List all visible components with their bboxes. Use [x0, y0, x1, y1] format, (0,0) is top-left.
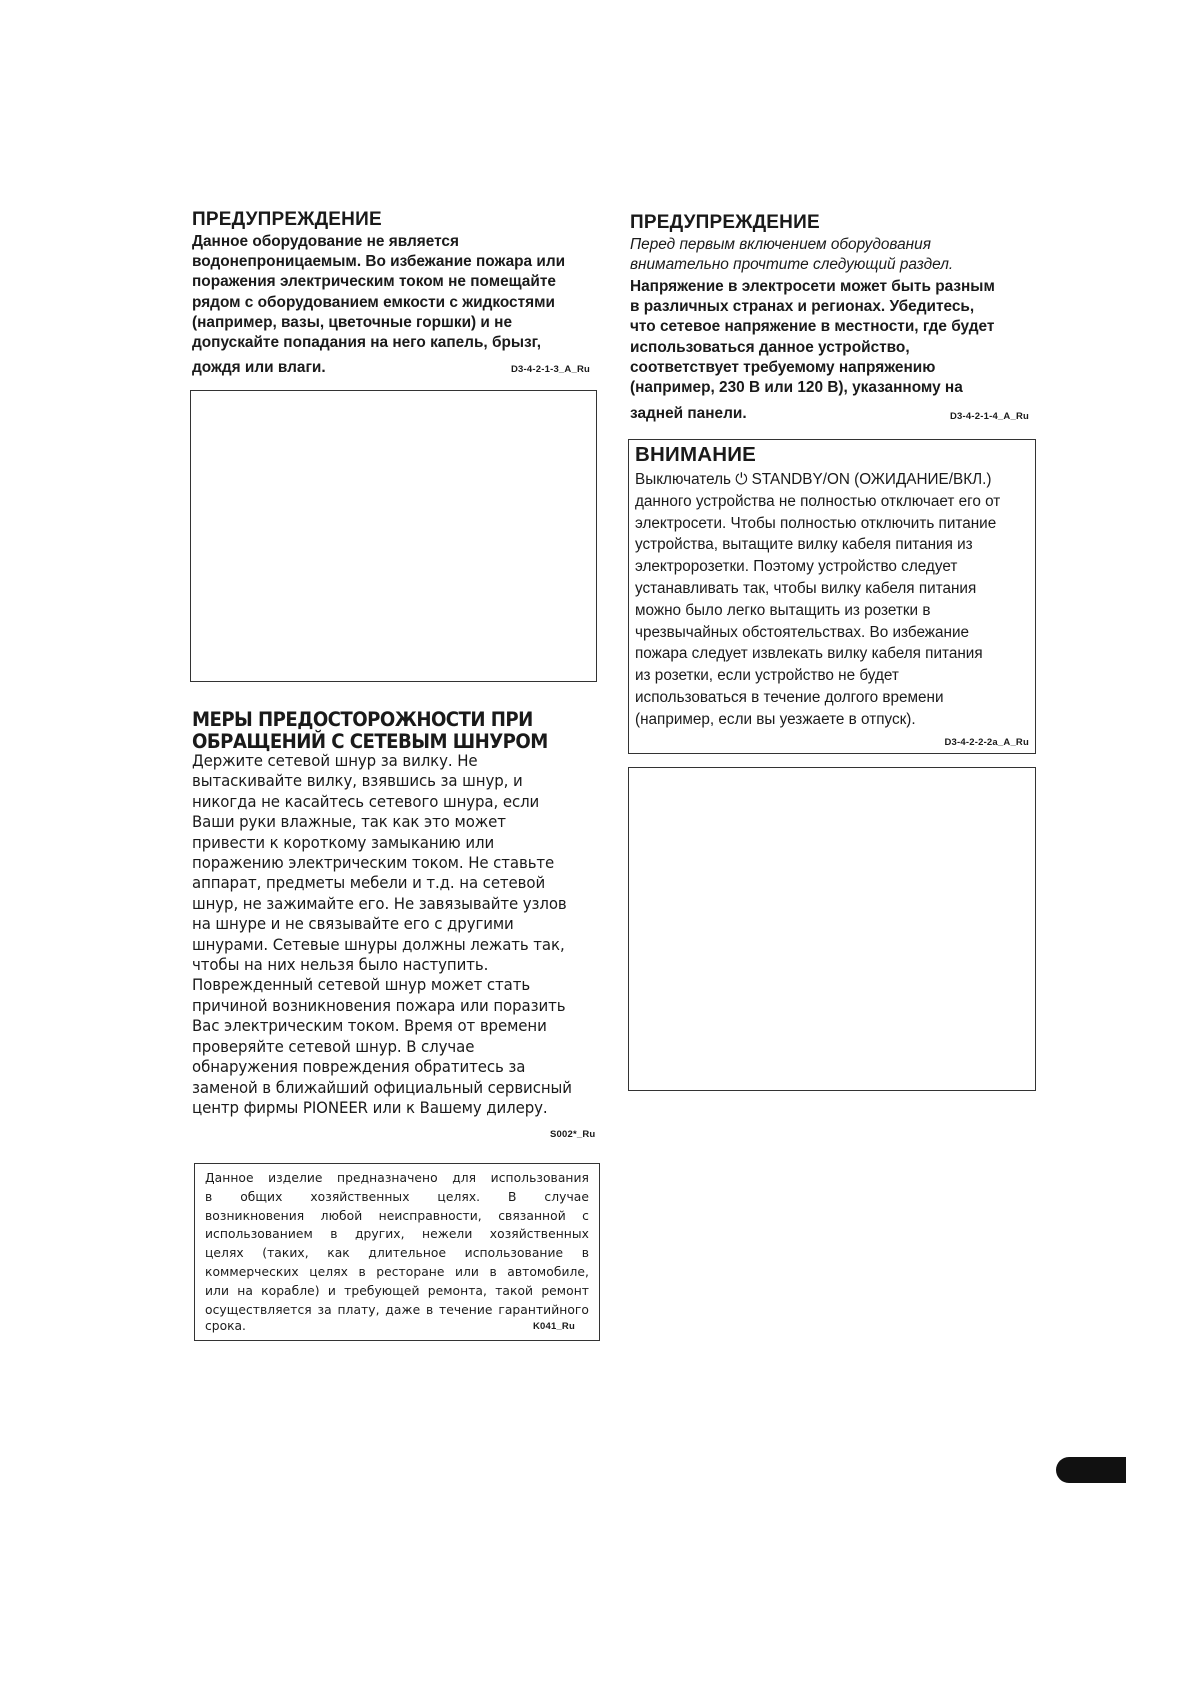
- caution-title: ВНИМАНИЕ: [635, 443, 757, 466]
- power-cord-title: МЕРЫ ПРЕДОСТОРОЖНОСТИ ПРИ ОБРАЩЕНИЙ С СЕТЕВЫМ ШНУРОМ: [192, 708, 548, 753]
- left-warning-title: ПРЕДУПРЕЖДЕНИЕ: [192, 209, 382, 230]
- household-notice-line: возникновения любой неисправности, связанной с: [205, 1208, 589, 1223]
- household-notice-line: Данное изделие предназначено для использования: [205, 1171, 589, 1185]
- household-notice-code: K041_Ru: [532, 1321, 575, 1333]
- household-notice-line: коммерческих целях в ресторане или в автомобиле,: [205, 1264, 589, 1279]
- power-cord-body: Держите сетевой шнур за вилку. Не вытаскивайте вилку, взявшись за шнур, и никогда не касайтесь сетевого шнура, если Ваши руки влажные, так как это может привести к короткому замыканию или поражению электрическим током. Не ставьте аппарат, предметы мебели и т.д. на сетевой шнур, не зажимайте его. Не завязывайте узлов на шнуре и не связывайте его с другими шнурами. Сетевые шнуры должны лежать так, чтобы на них нельзя было наступить. Поврежденный сетевой шнур может стать причиной возникновения пожара или поразить Вас электрическим током. Время от времени проверяйте сетевой шнур. В случае обнаружения повреждения обратитесь за заменой в ближайший официальный сервисный центр фирмы PIONEER или к Вашему дилеру.: [192, 752, 572, 1117]
- household-notice-last-line: срока.: [205, 1319, 246, 1334]
- household-notice-box: [194, 1163, 600, 1341]
- caution-code: D3-4-2-2-2a_A_Ru: [944, 737, 1029, 748]
- household-notice-line: или на корабле) и требующей ремонта, такой ремонт: [205, 1283, 589, 1298]
- right-label-placeholder-box: [628, 767, 1036, 1091]
- page-tab: [1056, 1457, 1126, 1483]
- right-warning-body: Напряжение в электросети может быть разным в различных странах и регионах. Убедитесь, что сетевое напряжение в местности, где будет использоваться данное устройство, соответствует требуемому напряжению (например, 230 В или 120 В), указанному на: [630, 278, 995, 397]
- caution-box: [628, 439, 1036, 754]
- household-notice-line: целях (таких, как длительное использование в: [205, 1246, 589, 1261]
- household-notice-line: осуществляется за плату, даже в течение гарантийного: [205, 1302, 589, 1317]
- left-warning-body: Данное оборудование не является водонепроницаемым. Во избежание пожара или поражения электрическим током не помещайте рядом с оборудованием емкости с жидкостями (например, вазы, цветочные горшки) и не допускайте попадания на него капель, брызг,: [192, 233, 566, 352]
- right-warning-intro: Перед первым включением оборудования внимательно прочтите следующий раздел.: [630, 236, 954, 274]
- household-notice-line: в общих хозяйственных целях. В случае: [205, 1189, 589, 1204]
- right-warning-last-line: задней панели.: [630, 405, 747, 422]
- caution-body: Выключатель ⏻ STANDBY/ON (ОЖИДАНИЕ/ВКЛ.) данного устройства не полностью отключает его от электросети. Чтобы полностью отключить питание устройства, вытащите вилку кабеля питания из электророзетки. Поэтому устройство следует устанавливать так, чтобы вилку кабеля питания можно было легко вытащить из розетки в чрезвычайных обстоятельствах. Во избежание пожара следует извлекать вилку кабеля питания из розетки, если устройство не будет использоваться в течение долгого времени (например, если вы уезжаете в отпуск).: [635, 471, 1001, 728]
- left-warning-code: D3-4-2-1-3_A_Ru: [511, 364, 591, 375]
- household-notice-line: использованием в других, нежели хозяйственных: [205, 1227, 589, 1242]
- power-cord-code: S002*_Ru: [550, 1129, 596, 1140]
- left-warning-last-line: дождя или влаги.: [192, 359, 326, 376]
- left-label-placeholder-box: [190, 390, 597, 682]
- right-warning-title: ПРЕДУПРЕЖДЕНИЕ: [630, 212, 820, 233]
- right-warning-code: D3-4-2-1-4_A_Ru: [950, 411, 1030, 422]
